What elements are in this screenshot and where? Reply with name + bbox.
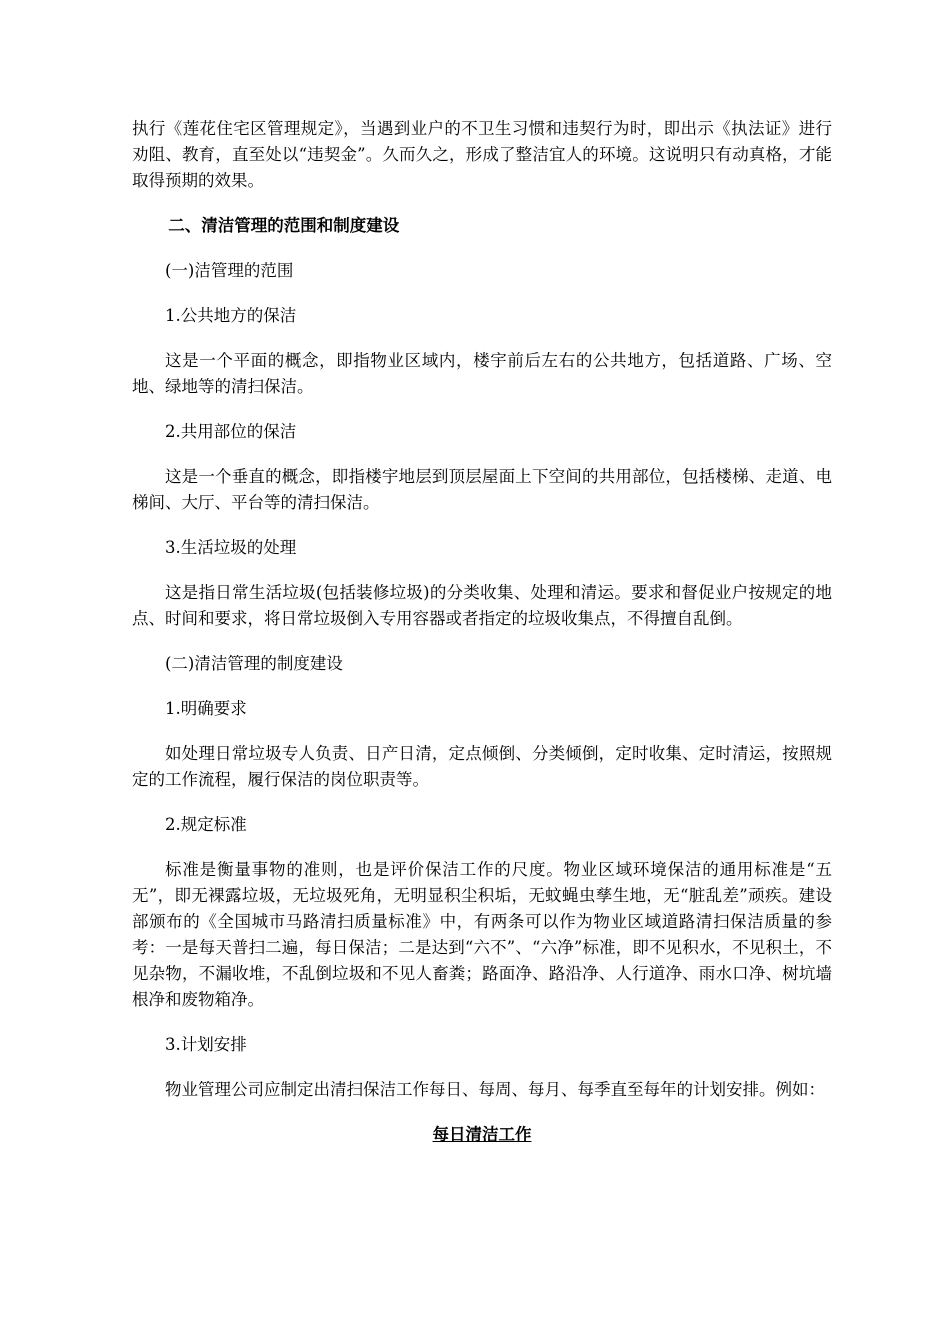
section-2-heading: 二、清洁管理的范围和制度建设	[168, 216, 400, 235]
item-2-2-paragraph: 标准是衡量事物的准则，也是评价保洁工作的尺度。物业区域环境保洁的通用标准是“五无”，即无裸露垃圾，无垃圾死角，无明显积尘积垢，无蚊蝇虫孳生地，无“脏乱差”顽疾。建设部颁布的《全国城市马路清扫质量标准》中，有两条可以作为物业区域道路清扫保洁质量的参考：一是每天普扫二遍，每日保洁；二是达到“六不”、“六净”标准，即不见积水，不见积土，不见杂物，不漏收堆，不乱倒垃圾和不见人畜粪；路面净、路沿净、人行道净、雨水口净、树坑墙根净和废物箱净。	[132, 860, 832, 1009]
subsection-1-heading: (一)洁管理的范围	[165, 261, 294, 280]
daily-cleaning-table-title: 每日清洁工作	[432, 1125, 532, 1144]
document-body	[132, 116, 832, 1148]
item-2-1-paragraph: 如处理日常垃圾专人负责、日产日清，定点倾倒、分类倾倒，定时收集、定时清运，按照规定的工作流程，履行保洁的岗位职责等。	[132, 744, 832, 789]
item-1-3-heading: 3.生活垃圾的处理	[165, 538, 297, 557]
intro-paragraph: 执行《莲花住宅区管理规定》，当遇到业户的不卫生习惯和违契行为时，即出示《执法证》进行劝阻、教育，直至处以“违契金”。久而久之，形成了整洁宜人的环境。这说明只有动真格，才能取得预期的效果。	[132, 119, 832, 190]
item-1-1-paragraph: 这是一个平面的概念，即指物业区域内，楼宇前后左右的公共地方，包括道路、广场、空地、绿地等的清扫保洁。	[132, 351, 832, 396]
item-1-1-heading: 1.公共地方的保洁	[165, 306, 297, 325]
item-2-3-heading: 3.计划安排	[165, 1035, 247, 1054]
item-2-3-paragraph: 物业管理公司应制定出清扫保洁工作每日、每周、每月、每季直至每年的计划安排。例如：	[165, 1080, 825, 1099]
item-1-3-paragraph: 这是指日常生活垃圾(包括装修垃圾)的分类收集、处理和清运。要求和督促业户按规定的地点、时间和要求，将日常垃圾倒入专用容器或者指定的垃圾收集点，不得擅自乱倒。	[132, 583, 832, 628]
subsection-2-heading: (二)清洁管理的制度建设	[165, 654, 343, 673]
item-1-2-paragraph: 这是一个垂直的概念，即指楼宇地层到顶层屋面上下空间的共用部位，包括楼梯、走道、电梯间、大厅、平台等的清扫保洁。	[132, 467, 832, 512]
item-2-2-heading: 2.规定标准	[165, 815, 247, 834]
item-1-2-heading: 2.共用部位的保洁	[165, 422, 297, 441]
item-2-1-heading: 1.明确要求	[165, 699, 247, 718]
